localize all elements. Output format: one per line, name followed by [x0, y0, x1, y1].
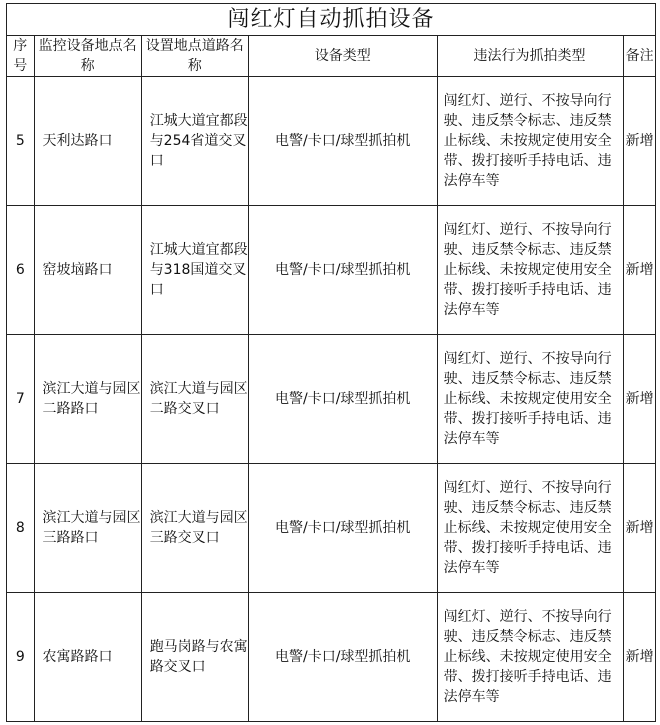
cell-location: 滨江大道与园区三路交叉口: [141, 464, 248, 593]
device-table: [6, 35, 656, 722]
header-device-type: 设备类型: [248, 36, 437, 77]
cell-name: 滨江大道与园区三路路口: [34, 464, 141, 593]
cell-device-type: 电警/卡口/球型抓拍机: [248, 77, 437, 206]
cell-no: 9: [7, 593, 35, 722]
table-row: [7, 464, 656, 593]
cell-name: 农寓路路口: [34, 593, 141, 722]
header-location: 设置地点道路名称: [141, 36, 248, 77]
cell-location: 江城大道宜都段与318国道交叉口: [141, 206, 248, 335]
cell-note: 新增: [624, 593, 656, 722]
table-title: 闯红灯自动抓拍设备: [6, 3, 656, 35]
table-row: [7, 335, 656, 464]
header-no: 序号: [7, 36, 35, 77]
table-row: [7, 77, 656, 206]
cell-note: 新增: [624, 206, 656, 335]
header-violation: 违法行为抓拍类型: [437, 36, 624, 77]
cell-location: 跑马岗路与农寓路交叉口: [141, 593, 248, 722]
cell-note: 新增: [624, 77, 656, 206]
cell-violation: 闯红灯、逆行、不按导向行驶、违反禁令标志、违反禁止标线、未按规定使用安全带、拨打接听手持电话、违法停车等: [437, 335, 624, 464]
cell-no: 6: [7, 206, 35, 335]
cell-name: 窑坡垴路口: [34, 206, 141, 335]
cell-note: 新增: [624, 335, 656, 464]
cell-violation: 闯红灯、逆行、不按导向行驶、违反禁令标志、违反禁止标线、未按规定使用安全带、拨打接听手持电话、违法停车等: [437, 464, 624, 593]
cell-device-type: 电警/卡口/球型抓拍机: [248, 464, 437, 593]
cell-violation: 闯红灯、逆行、不按导向行驶、违反禁令标志、违反禁止标线、未按规定使用安全带、拨打接听手持电话、违法停车等: [437, 593, 624, 722]
cell-name: 天利达路口: [34, 77, 141, 206]
cell-note: 新增: [624, 464, 656, 593]
table-row: [7, 206, 656, 335]
cell-device-type: 电警/卡口/球型抓拍机: [248, 335, 437, 464]
header-note: 备注: [624, 36, 656, 77]
cell-no: 5: [7, 77, 35, 206]
cell-no: 8: [7, 464, 35, 593]
header-name: 监控设备地点名称: [34, 36, 141, 77]
table-header-row: [7, 36, 656, 77]
cell-location: 江城大道宜都段与254省道交叉口: [141, 77, 248, 206]
cell-violation: 闯红灯、逆行、不按导向行驶、违反禁令标志、违反禁止标线、未按规定使用安全带、拨打接听手持电话、违法停车等: [437, 206, 624, 335]
cell-location: 滨江大道与园区二路交叉口: [141, 335, 248, 464]
cell-violation: 闯红灯、逆行、不按导向行驶、违反禁令标志、违反禁止标线、未按规定使用安全带、拨打接听手持电话、违法停车等: [437, 77, 624, 206]
cell-device-type: 电警/卡口/球型抓拍机: [248, 206, 437, 335]
table-row: [7, 593, 656, 722]
cell-no: 7: [7, 335, 35, 464]
cell-name: 滨江大道与园区二路路口: [34, 335, 141, 464]
cell-device-type: 电警/卡口/球型抓拍机: [248, 593, 437, 722]
